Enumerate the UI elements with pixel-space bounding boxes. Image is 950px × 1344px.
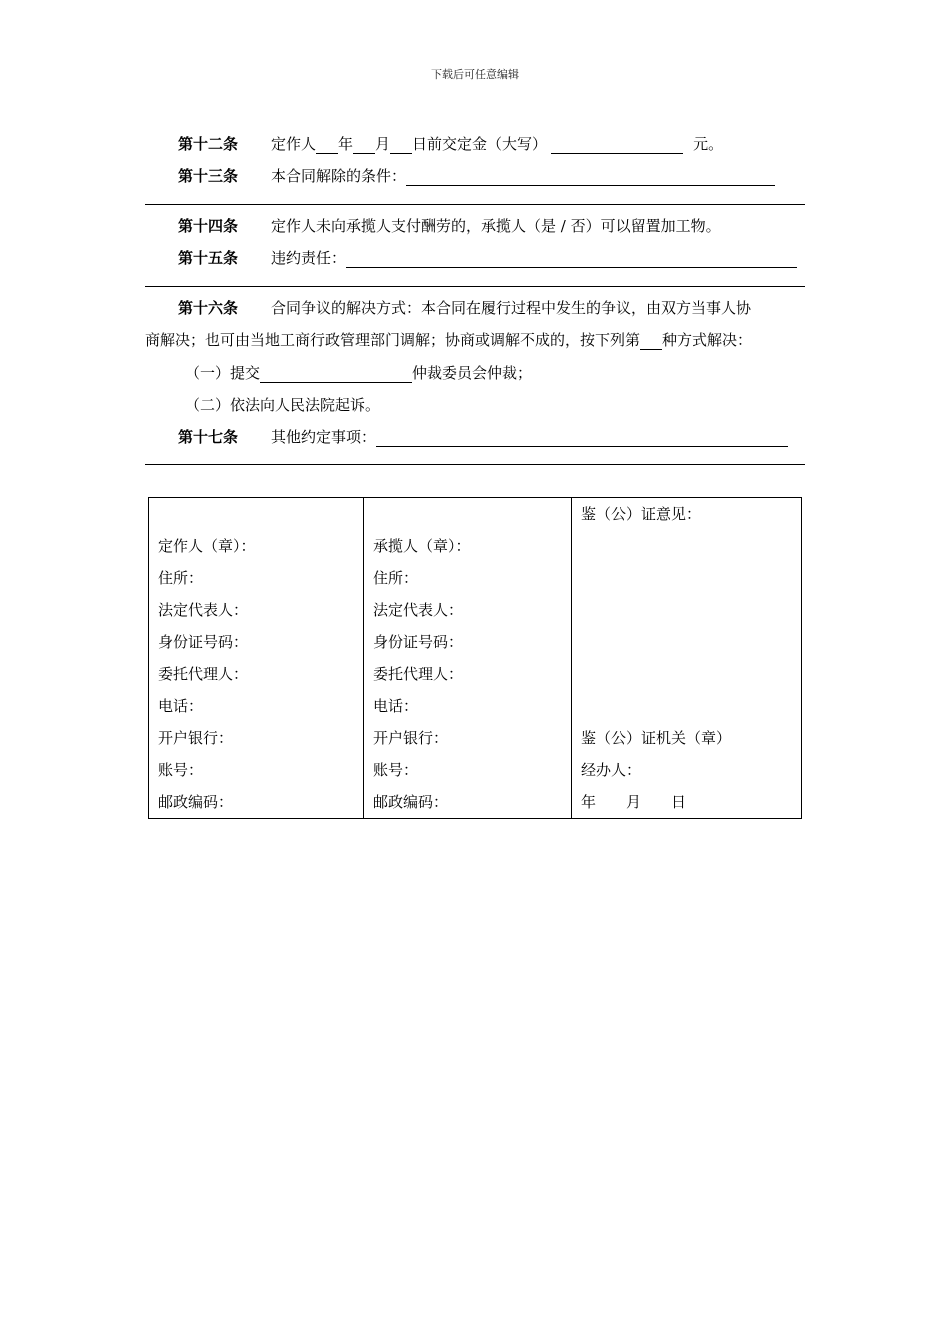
article-14-text: 定作人未向承揽人支付酬劳的，承揽人（是 / 否）可以留置加工物。 — [271, 217, 721, 235]
contractor-row-0 — [373, 498, 571, 530]
article-16-text-2a: 商解决；也可由当地工商行政管理部门调解；协商或调解不成的，按下列第 — [145, 331, 641, 349]
termination-blank — [406, 169, 775, 186]
client-legal-rep: 法定代表人： — [158, 601, 249, 619]
article-13-text: 本合同解除的条件： — [271, 167, 407, 185]
notary-handler: 经办人： — [581, 761, 642, 779]
contractor-id-number: 身份证号码： — [373, 633, 464, 651]
client-row-0 — [158, 498, 363, 530]
notary-row-6 — [581, 690, 801, 722]
contractor-agent: 委托代理人： — [373, 665, 464, 683]
notary-authority-seal: 鉴（公）证机关（章） — [581, 729, 732, 747]
client-postcode: 邮政编码： — [158, 793, 234, 811]
option-1-text-a: （一）提交 — [185, 364, 261, 382]
rule-13 — [145, 204, 805, 205]
liability-blank — [346, 251, 797, 268]
signature-table — [148, 497, 802, 819]
contractor-column — [364, 498, 572, 819]
other-matters-blank — [376, 430, 788, 447]
article-17-label: 第十七条 — [178, 428, 239, 446]
article-12-text-3: 月 — [375, 135, 391, 153]
notary-column — [572, 498, 802, 819]
client-id-number: 身份证号码： — [158, 633, 249, 651]
article-16-text-2b: 种方式解决： — [662, 331, 753, 349]
client-seal: 定作人（章）： — [158, 537, 256, 555]
article-16-text-1: 合同争议的解决方式：本合同在履行过程中发生的争议，由双方当事人协 — [271, 299, 752, 317]
rule-15 — [145, 286, 805, 287]
article-12-text-2: 年 — [338, 135, 354, 153]
contractor-account: 账号： — [373, 761, 419, 779]
client-bank: 开户银行： — [158, 729, 234, 747]
rule-17 — [145, 464, 805, 465]
article-15-text: 违约责任： — [271, 249, 347, 267]
article-12-text-1: 定作人 — [271, 135, 317, 153]
article-17-text: 其他约定事项： — [271, 428, 377, 446]
option-2-text: （二）依法向人民法院起诉。 — [185, 396, 381, 414]
article-12-text-5: 元。 — [693, 135, 724, 153]
notary-row-2 — [581, 562, 801, 594]
contractor-legal-rep: 法定代表人： — [373, 601, 464, 619]
article-15 — [145, 248, 805, 268]
article-12-text-4: 日前交定金（大写） — [412, 135, 548, 153]
year-blank — [316, 137, 338, 154]
article-16-option-2 — [145, 395, 845, 415]
article-16-option-1 — [145, 363, 845, 383]
notary-row-1 — [581, 530, 801, 562]
article-13 — [145, 166, 805, 186]
article-15-label: 第十五条 — [178, 249, 239, 267]
notary-opinion: 鉴（公）证意见： — [581, 505, 702, 523]
contractor-phone: 电话： — [373, 697, 419, 715]
option-1-text-b: 仲裁委员会仲裁； — [412, 364, 533, 382]
article-17 — [145, 427, 805, 447]
contractor-seal: 承揽人（章）： — [373, 537, 471, 555]
arbitration-blank — [260, 366, 412, 383]
notary-row-4 — [581, 626, 801, 658]
article-16-label: 第十六条 — [178, 299, 239, 317]
client-phone: 电话： — [158, 697, 204, 715]
client-column — [149, 498, 364, 819]
article-12-label: 第十二条 — [178, 135, 239, 153]
contractor-postcode: 邮政编码： — [373, 793, 449, 811]
client-address: 住所： — [158, 569, 204, 587]
month-blank — [353, 137, 375, 154]
article-16-line-2 — [145, 330, 805, 350]
article-16-line-1 — [145, 298, 805, 318]
article-12 — [145, 134, 805, 154]
method-blank — [640, 333, 662, 350]
page-header: 下载后可任意编辑 — [431, 68, 519, 81]
notary-row-3 — [581, 594, 801, 626]
contractor-bank: 开户银行： — [373, 729, 449, 747]
notary-date: 年 月 日 — [581, 793, 687, 811]
notary-row-5 — [581, 658, 801, 690]
article-14 — [145, 216, 805, 236]
contractor-address: 住所： — [373, 569, 419, 587]
client-agent: 委托代理人： — [158, 665, 249, 683]
deposit-blank — [551, 137, 683, 154]
article-13-label: 第十三条 — [178, 167, 239, 185]
day-blank — [390, 137, 412, 154]
client-account: 账号： — [158, 761, 204, 779]
article-14-label: 第十四条 — [178, 217, 239, 235]
